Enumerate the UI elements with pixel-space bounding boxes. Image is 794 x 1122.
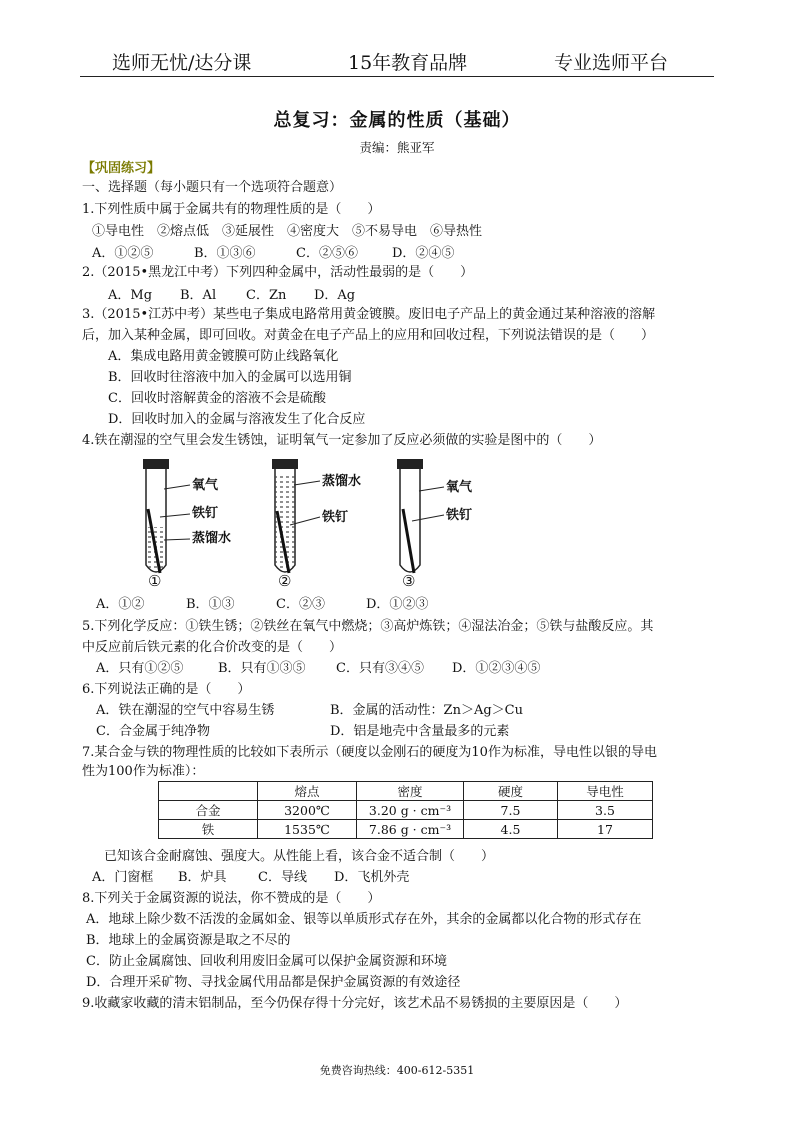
q2-option-c: C．Zn — [246, 288, 287, 303]
q6-stem: 6.下列说法正确的是（ ） — [82, 682, 251, 697]
table-header-cell: 密度 — [357, 782, 464, 801]
footer-hotline: 免费咨询热线：400-612-5351 — [319, 1064, 475, 1077]
q8-option-c: C．防止金属腐蚀、回收利用废旧金属可以保护金属资源和环境 — [86, 954, 447, 969]
q4-option-a: A．①② — [96, 597, 145, 612]
q1-option-a: A．①②⑤ — [92, 246, 154, 261]
nail-3 — [403, 509, 414, 573]
q3-line2: 后，加入某种金属，即可回收。对黄金在电子产品上的应用和回收过程，下列说法错误的是（ ） — [82, 328, 655, 343]
q5-line2: 中反应前后铁元素的化合价改变的是（ ） — [82, 640, 343, 655]
tube2-nail-label: 铁钉 — [322, 510, 349, 525]
table-header-cell: 熔点 — [258, 782, 357, 801]
tube1-oxygen-label: 氧气 — [192, 478, 219, 493]
editor-line: 责编：熊亚军 — [359, 140, 435, 155]
header-left: 选师无忧/达分课 — [112, 52, 252, 74]
tube3-number: ③ — [402, 572, 416, 590]
q7-option-b: B．炉具 — [178, 870, 227, 885]
q8-option-d: D．合理开采矿物、寻找金属代用品都是保护金属资源的有效途径 — [86, 975, 461, 990]
test-tube-figure — [130, 455, 490, 595]
tube3-nail-label: 铁钉 — [446, 508, 473, 523]
q7-after: 已知该合金耐腐蚀、强度大。从性能上看，该合金不适合制（ ） — [104, 849, 495, 864]
q1-option-d: D．②④⑤ — [392, 246, 455, 261]
q9-stem: 9.收藏家收藏的清末铝制品，至今仍保存得十分完好，该艺术品不易锈损的主要原因是（ ） — [82, 996, 628, 1011]
leader-1a — [164, 485, 190, 489]
table-cell: 3.5 — [558, 801, 653, 820]
header-right: 专业选师平台 — [554, 52, 669, 74]
table-header-cell: 导电性 — [558, 782, 653, 801]
table-header-cell: 硬度 — [464, 782, 558, 801]
table-header-row — [159, 782, 653, 801]
q3-option-b: B．回收时往溶液中加入的金属可以选用铜 — [108, 370, 352, 385]
table-header-cell — [159, 782, 258, 801]
header-center: 15年教育品牌 — [348, 52, 468, 74]
q7-option-c: C．导线 — [258, 870, 307, 885]
q3-option-c: C．回收时溶解黄金的溶液不会是硫酸 — [108, 391, 326, 406]
q1-option-b: B．①③⑥ — [194, 246, 256, 261]
stopper-2 — [272, 459, 298, 469]
tube2-number: ② — [278, 572, 292, 590]
q2-option-a: A．Mg — [108, 288, 153, 303]
q5-option-c: C．只有③④⑤ — [336, 661, 424, 676]
q5-option-b: B．只有①③⑤ — [218, 661, 306, 676]
q6-option-c: C．合金属于纯净物 — [96, 724, 210, 739]
q6-option-d: D．铝是地壳中含量最多的元素 — [330, 724, 510, 739]
table-cell: 4.5 — [464, 820, 558, 839]
properties-table — [158, 781, 653, 839]
tube3-oxygen-label: 氧气 — [446, 480, 473, 495]
q1-items: ①导电性 ②熔点低 ③延展性 ④密度大 ⑤不易导电 ⑥导热性 — [92, 224, 483, 239]
q8-option-b: B．地球上的金属资源是取之不尽的 — [86, 933, 291, 948]
leader-2a — [294, 481, 320, 485]
q5-option-d: D．①②③④⑤ — [452, 661, 541, 676]
q1-stem: 1.下列性质中属于金属共有的物理性质的是（ ） — [82, 202, 381, 217]
q4-option-b: B．①③ — [186, 597, 235, 612]
table-cell: 17 — [558, 820, 653, 839]
table-cell: 3.20 g · cm⁻³ — [357, 801, 464, 820]
stopper-3 — [397, 459, 423, 469]
tube1-water-label: 蒸馏水 — [192, 531, 232, 546]
q8-stem: 8.下列关于金属资源的说法，你不赞成的是（ ） — [82, 891, 381, 906]
q2-stem: 2.（2015•黑龙江中考）下列四种金属中，活动性最弱的是（ ） — [82, 265, 474, 280]
q4-option-c: C．②③ — [276, 597, 325, 612]
page-title: 总复习：金属的性质（基础） — [273, 110, 521, 131]
table-cell: 7.5 — [464, 801, 558, 820]
tube-3 — [397, 459, 444, 573]
table-cell: 合金 — [159, 801, 258, 820]
q5-option-a: A．只有①②⑤ — [96, 661, 184, 676]
table-cell: 7.86 g · cm⁻³ — [357, 820, 464, 839]
table-row — [159, 801, 653, 820]
leader-1c — [164, 539, 190, 540]
part-heading: 一、选择题（每小题只有一个选项符合题意） — [82, 180, 343, 195]
q2-option-d: D．Ag — [314, 288, 356, 303]
table-cell: 3200℃ — [258, 801, 357, 820]
page-header — [80, 46, 714, 77]
q1-option-c: C．②⑤⑥ — [296, 246, 358, 261]
leader-3b — [412, 515, 444, 521]
tube-2 — [272, 459, 320, 573]
stopper-1 — [143, 459, 169, 469]
table-row — [159, 820, 653, 839]
q3-line1: 3.（2015•江苏中考）某些电子集成电路常用黄金镀膜。废旧电子产品上的黄金通过某种溶液的溶解 — [82, 307, 656, 322]
tube-1 — [143, 459, 190, 573]
q5-line1: 5.下列化学反应：①铁生锈；②铁丝在氧气中燃烧；③高炉炼铁；④湿法冶金；⑤铁与盐酸反应。其 — [82, 619, 654, 634]
leader-3a — [419, 487, 444, 491]
q7-line2: 性为100作为标准）： — [82, 764, 205, 779]
q2-option-b: B．Al — [180, 288, 217, 303]
q6-option-b: B．金属的活动性：Zn＞Ag＞Cu — [330, 703, 523, 718]
q7-line1: 7.某合金与铁的物理性质的比较如下表所示（硬度以金刚石的硬度为10作为标准，导电性以银的导电 — [82, 745, 657, 760]
leader-1b — [160, 514, 190, 517]
q4-stem: 4.铁在潮湿的空气里会发生锈蚀，证明氧气一定参加了反应必须做的实验是图中的（ ） — [82, 433, 602, 448]
table-cell: 1535℃ — [258, 820, 357, 839]
q3-option-a: A．集成电路用黄金镀膜可防止线路氧化 — [108, 349, 339, 364]
q7-option-a: A．门窗框 — [92, 870, 154, 885]
q4-option-d: D．①②③ — [366, 597, 429, 612]
q7-option-d: D．飞机外壳 — [334, 870, 410, 885]
tube1-number: ① — [148, 572, 162, 590]
tube1-nail-label: 铁钉 — [192, 506, 219, 521]
table-cell: 铁 — [159, 820, 258, 839]
q3-option-d: D．回收时加入的金属与溶液发生了化合反应 — [108, 412, 366, 427]
tube2-water-label: 蒸馏水 — [322, 474, 362, 489]
q6-option-a: A．铁在潮湿的空气中容易生锈 — [96, 703, 275, 718]
q8-option-a: A．地球上除少数不活泼的金属如金、银等以单质形式存在外，其余的金属都以化合物的形式存在 — [86, 912, 642, 927]
section-label: 【巩固练习】 — [82, 161, 161, 176]
